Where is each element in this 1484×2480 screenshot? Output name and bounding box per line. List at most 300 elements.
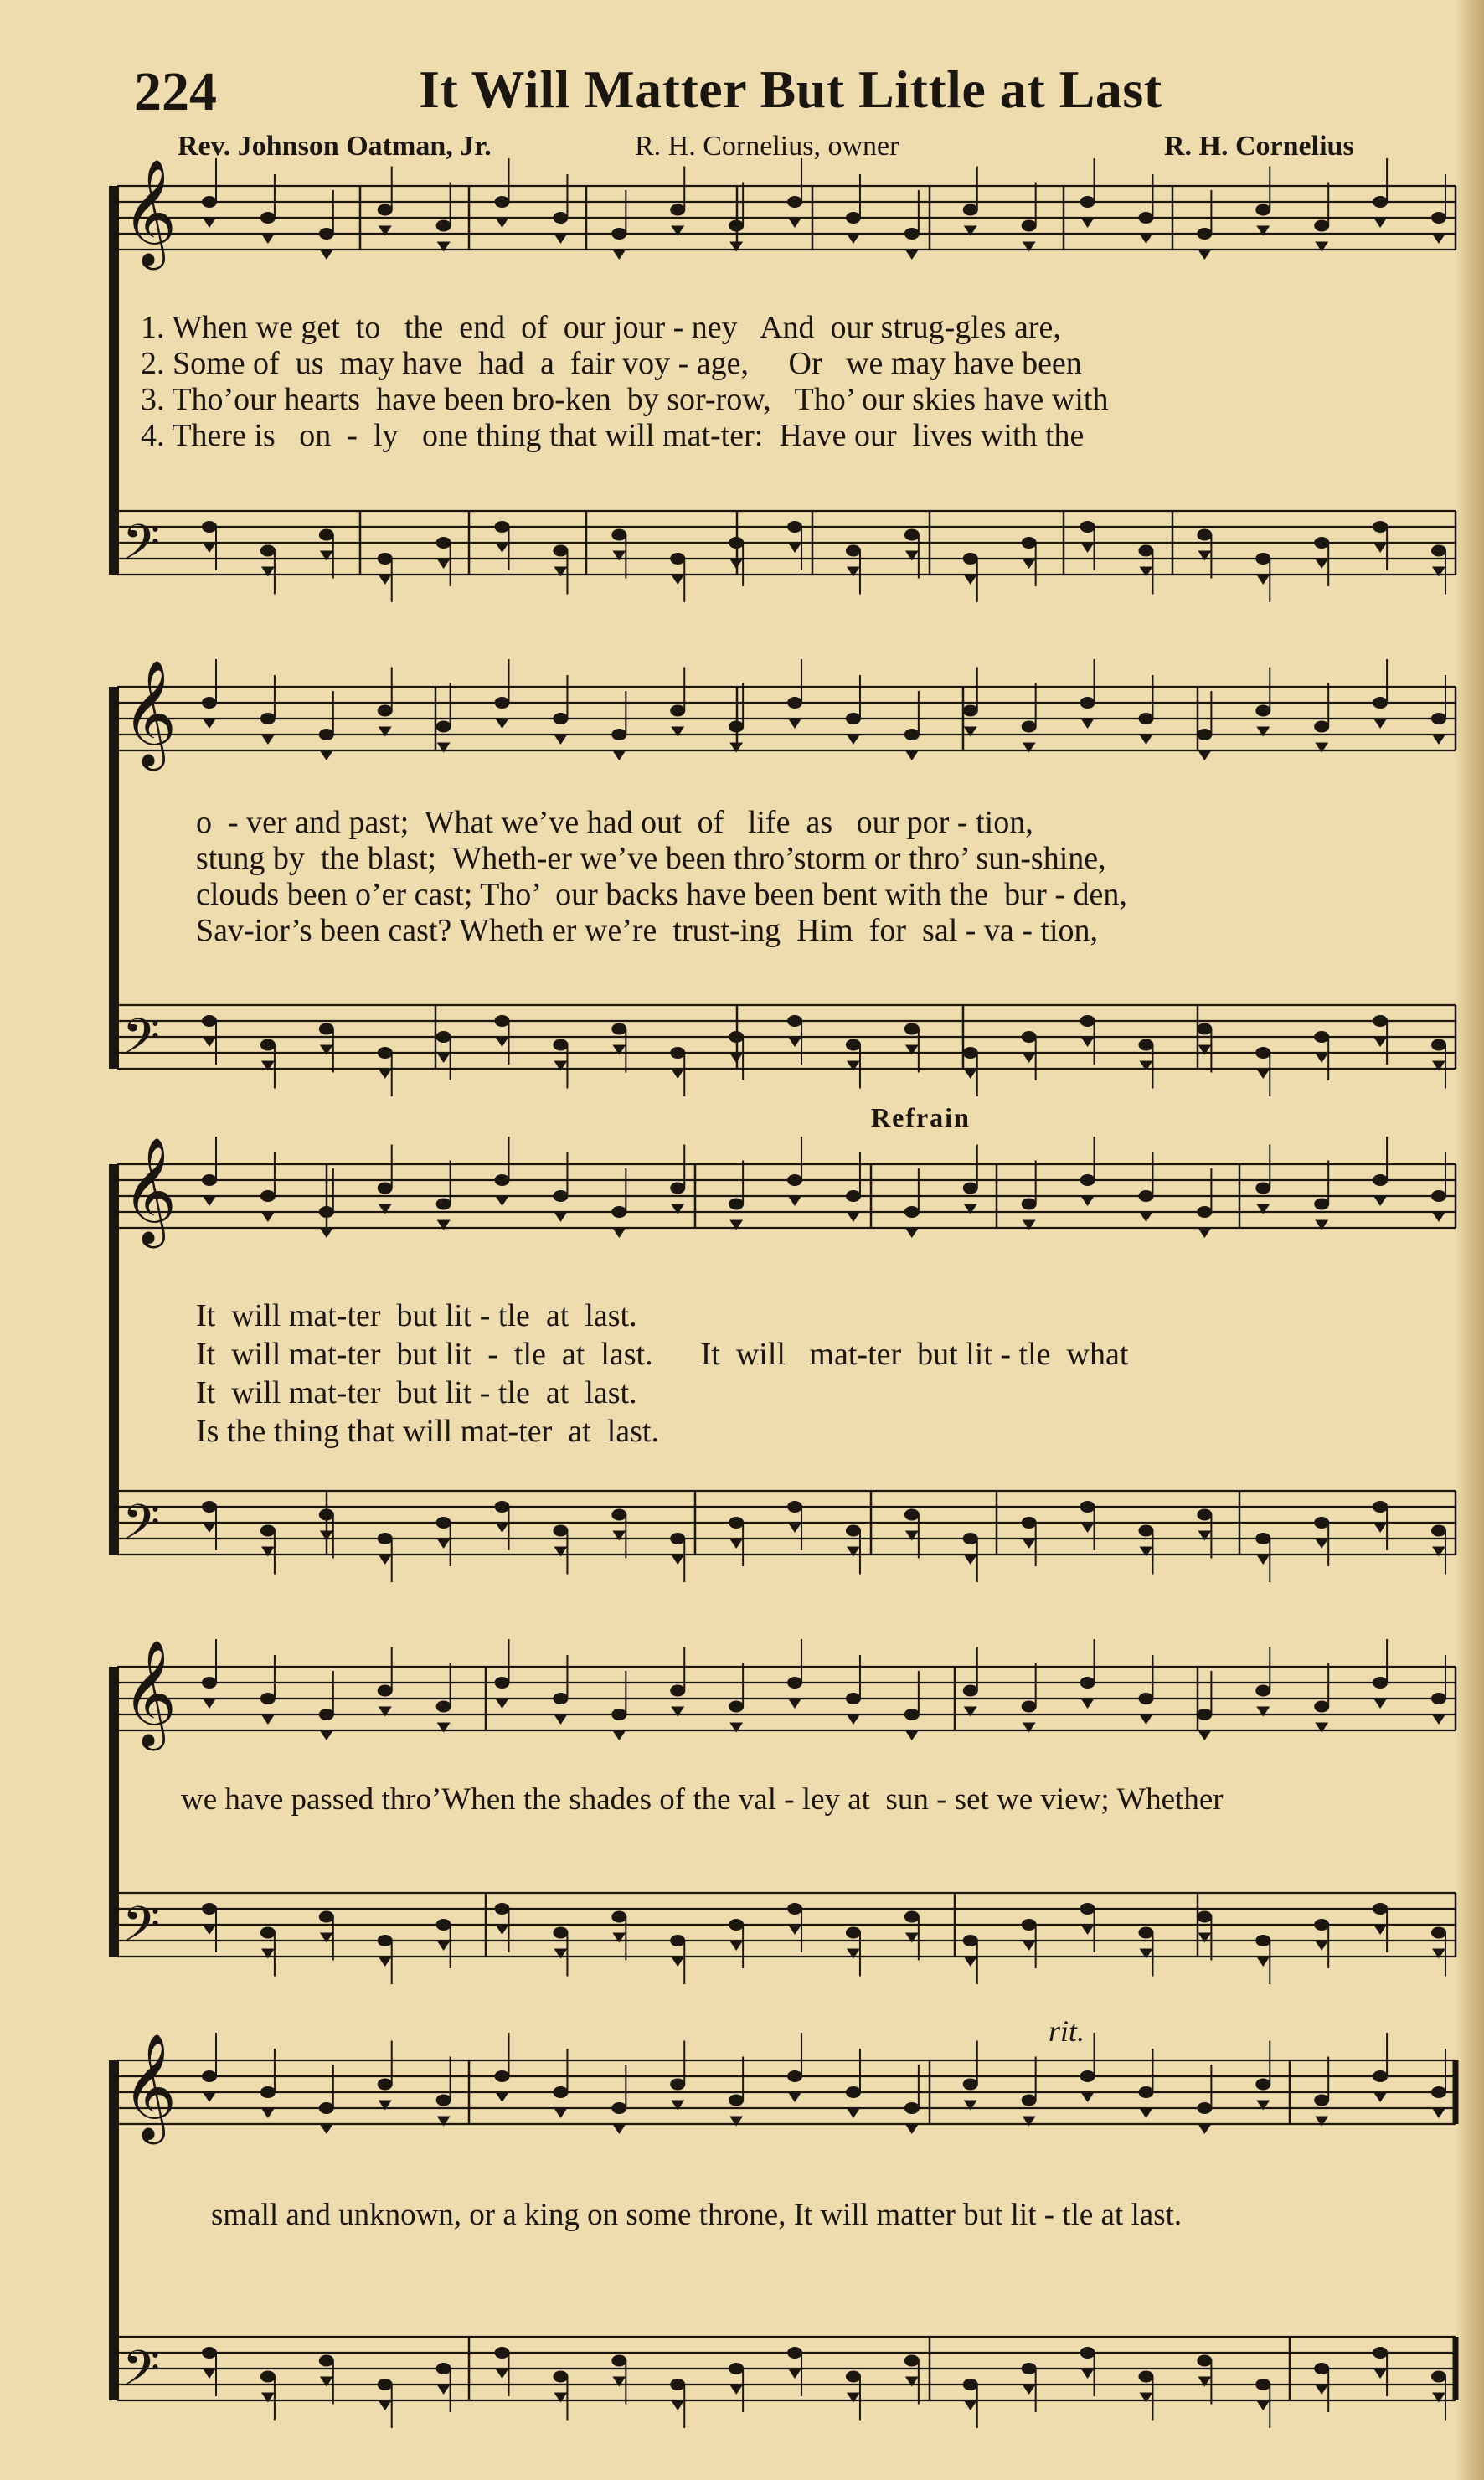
note-head [1314, 2363, 1329, 2374]
note-head [1023, 559, 1036, 569]
note-head [1138, 2371, 1153, 2383]
note-head [729, 1053, 743, 1063]
note-head [1139, 234, 1152, 244]
note-head [611, 1023, 626, 1035]
note-head [670, 204, 685, 216]
note-head [202, 2347, 217, 2359]
note-head [1314, 1919, 1329, 1931]
note-head [1138, 1693, 1153, 1704]
note-head [1373, 697, 1388, 709]
note-head [1431, 713, 1446, 724]
note-head [1138, 212, 1153, 224]
note-head [203, 719, 216, 729]
note-head [787, 521, 802, 533]
note-head [203, 2092, 216, 2102]
note-head [904, 1509, 920, 1521]
note-head [611, 1206, 626, 1218]
treble-clef-icon: 𝄞 [122, 1638, 178, 1746]
note-head [1373, 521, 1388, 533]
note-head [1255, 1935, 1270, 1946]
note-head [1080, 1174, 1095, 1186]
note-head [729, 1199, 744, 1210]
note-head [1022, 537, 1037, 549]
note-head [553, 2371, 568, 2383]
note-head [436, 1031, 451, 1043]
note-head [320, 1228, 333, 1238]
note-head [611, 1509, 626, 1521]
note-head [729, 2095, 744, 2106]
note-head [495, 1903, 510, 1915]
note-head [1373, 1699, 1387, 1709]
copyright-credit: R. H. Cornelius, owner [635, 131, 899, 162]
refrain-line-5: small and unknown, or a king on some throne, It will matter but lit - tle at last. [211, 2198, 1183, 2232]
note-head [847, 234, 860, 244]
note-head [202, 1015, 217, 1027]
note-head [437, 559, 451, 569]
note-head [963, 1685, 978, 1697]
note-head [787, 1015, 802, 1027]
note-head [436, 537, 451, 549]
note-head [1431, 1693, 1446, 1704]
note-head [1081, 1699, 1095, 1709]
note-head [378, 1533, 393, 1544]
note-head [260, 1693, 276, 1704]
note-head [320, 250, 333, 260]
note-head [612, 1730, 626, 1740]
note-head [963, 705, 978, 717]
note-head [846, 2371, 861, 2383]
note-head [729, 2363, 744, 2374]
treble-clef-icon: 𝄞 [122, 658, 178, 766]
note-head [1081, 1523, 1095, 1533]
note-head [1314, 1031, 1329, 1043]
note-head [203, 1925, 216, 1935]
note-head [847, 735, 860, 745]
note-head [1139, 1714, 1152, 1725]
note-head [1139, 735, 1152, 745]
note-head [260, 545, 276, 557]
note-head [202, 2070, 217, 2082]
note-head [671, 1555, 684, 1565]
note-head [1315, 1053, 1328, 1063]
treble-clef-icon: 𝄞 [122, 157, 178, 266]
note-head [788, 2092, 801, 2102]
note-head [788, 1037, 801, 1047]
note-head [846, 713, 861, 724]
note-head [670, 705, 685, 717]
note-head [319, 729, 334, 740]
note-head [670, 1533, 685, 1544]
note-head [1081, 218, 1095, 228]
note-head [495, 1174, 510, 1186]
lyricist-credit: Rev. Johnson Oatman, Jr. [178, 131, 492, 162]
note-head [320, 2124, 333, 2134]
note-head [202, 1174, 217, 1186]
note-head [787, 1174, 802, 1186]
note-head [496, 1523, 509, 1533]
note-head [495, 1015, 510, 1027]
note-head [495, 1677, 510, 1689]
note-head [1431, 1190, 1446, 1202]
note-head [378, 1047, 393, 1059]
note-head [1373, 1015, 1388, 1027]
note-head [1138, 1039, 1153, 1051]
note-head [1373, 1903, 1388, 1915]
note-head [1022, 1517, 1037, 1529]
note-head [788, 1925, 801, 1935]
note-head [1081, 1196, 1095, 1206]
note-head [729, 220, 744, 232]
note-head [496, 543, 509, 553]
note-head [202, 1501, 217, 1513]
note-head [1431, 2086, 1446, 2098]
verse-3-line-2: clouds been o’er cast; Tho’ our backs have been bent with the bur - den, [196, 877, 1127, 912]
note-head [496, 218, 509, 228]
note-head [1081, 1925, 1095, 1935]
note-head [1080, 1677, 1095, 1689]
note-head [1139, 1212, 1152, 1222]
note-head [905, 750, 919, 760]
note-head [729, 1539, 743, 1549]
verse-1-line-2: o - ver and past; What we’ve had out of life as our por - tion, [196, 805, 1033, 840]
verse-2-line-1: 2. Some of us may have had a fair voy - age, Or we may have been [141, 346, 1082, 381]
note-head [846, 545, 861, 557]
refrain-line-3-v3: It will mat-ter but lit - tle at last. [196, 1375, 637, 1410]
note-head [670, 1047, 685, 1059]
bass-clef-icon: 𝄢 [122, 1493, 161, 1563]
hymn-title: It Will Matter But Little at Last [419, 59, 1162, 119]
note-head [670, 553, 685, 565]
note-head [496, 1925, 509, 1935]
note-head [787, 1903, 802, 1915]
note-head [320, 750, 333, 760]
note-head [1373, 218, 1387, 228]
note-head [1023, 1539, 1036, 1549]
note-head [846, 1525, 861, 1537]
note-head [496, 1037, 509, 1047]
note-head [1138, 1190, 1153, 1202]
note-head [553, 1039, 568, 1051]
note-head [553, 2086, 568, 2098]
note-head [436, 1199, 451, 1210]
note-head [554, 1714, 567, 1725]
note-head [729, 721, 744, 733]
note-head [378, 553, 393, 565]
note-head [496, 1699, 509, 1709]
verse-4-line-1: 4. There is on - ly one thing that will mat-ter: Have our lives with the [141, 418, 1085, 453]
note-head [1197, 1206, 1212, 1218]
note-head [1314, 1517, 1329, 1529]
note-head [1197, 228, 1212, 240]
note-head [319, 1023, 334, 1035]
note-head [1431, 1039, 1446, 1051]
note-head [670, 2379, 685, 2390]
note-head [320, 1730, 333, 1740]
note-head [260, 1190, 276, 1202]
note-head [1255, 705, 1270, 717]
note-head [1255, 2079, 1270, 2091]
note-head [1197, 2102, 1212, 2114]
note-head [1314, 220, 1329, 232]
note-head [1373, 543, 1387, 553]
note-head [553, 212, 568, 224]
note-head [319, 529, 334, 541]
note-head [261, 234, 275, 244]
hymn-number: 224 [134, 61, 217, 122]
note-head [1373, 1174, 1388, 1186]
note-head [1314, 1701, 1329, 1713]
bass-clef-icon: 𝄢 [122, 1008, 161, 1077]
note-head [1138, 1927, 1153, 1939]
note-head [1022, 1031, 1037, 1043]
note-head [1081, 543, 1095, 553]
note-head [1022, 1919, 1037, 1931]
note-head [611, 2355, 626, 2367]
note-head [553, 1190, 568, 1202]
note-head [1256, 575, 1270, 585]
note-head [496, 1196, 509, 1206]
note-head [964, 2400, 977, 2410]
note-head [1255, 204, 1270, 216]
note-head [436, 1701, 451, 1713]
note-head [496, 2369, 509, 2379]
note-head [319, 1206, 334, 1218]
note-head [1022, 721, 1037, 733]
system-3-brace [109, 1164, 119, 1555]
note-head [319, 1709, 334, 1720]
note-head [1431, 2371, 1446, 2383]
note-head [260, 1525, 276, 1537]
note-head [1080, 1015, 1095, 1027]
note-head [611, 1911, 626, 1923]
note-head [787, 697, 802, 709]
note-head [612, 1228, 626, 1238]
note-head [261, 2108, 275, 2118]
note-head [378, 2079, 393, 2091]
note-head [1373, 1523, 1387, 1533]
note-head [495, 521, 510, 533]
treble-clef-icon: 𝄞 [122, 2032, 178, 2140]
note-head [379, 1555, 392, 1565]
refrain-line-3-v2: It will mat-ter but lit - tle at last. It will mat-ter but lit - tle what [196, 1337, 1129, 1372]
note-head [788, 1196, 801, 1206]
note-head [788, 2369, 801, 2379]
note-head [495, 196, 510, 208]
note-head [260, 1039, 276, 1051]
note-head [1314, 2095, 1329, 2106]
note-head [1315, 1941, 1328, 1951]
note-head [378, 1935, 393, 1946]
note-head [436, 1517, 451, 1529]
note-head [1080, 2070, 1095, 2082]
note-head [904, 2102, 920, 2114]
note-head [904, 1206, 920, 1218]
note-head [436, 220, 451, 232]
note-head [1255, 2379, 1270, 2390]
note-head [495, 2070, 510, 2082]
note-head [1315, 2385, 1328, 2395]
note-head [1373, 1037, 1387, 1047]
note-head [612, 750, 626, 760]
note-head [1197, 2355, 1212, 2367]
note-head [788, 1699, 801, 1709]
note-head [437, 1053, 451, 1063]
note-head [963, 2079, 978, 2091]
note-head [846, 1190, 861, 1202]
note-head [963, 1533, 978, 1544]
note-head [1022, 2363, 1037, 2374]
note-head [1080, 521, 1095, 533]
treble-clef-icon: 𝄞 [122, 1136, 178, 1244]
note-head [260, 2086, 276, 2098]
note-head [1198, 250, 1211, 260]
note-head [729, 1701, 744, 1713]
note-head [203, 218, 216, 228]
note-head [1431, 1927, 1446, 1939]
note-head [1314, 721, 1329, 733]
note-head [611, 228, 626, 240]
note-head [378, 705, 393, 717]
note-head [319, 1911, 334, 1923]
note-head [203, 1699, 216, 1709]
note-head [202, 697, 217, 709]
note-head [1138, 1525, 1153, 1537]
note-head [963, 1935, 978, 1946]
note-head [1373, 719, 1387, 729]
bass-clef-icon: 𝄢 [122, 513, 161, 583]
note-head [1314, 537, 1329, 549]
note-head [1373, 2092, 1387, 2102]
note-head [904, 1709, 920, 1720]
note-head [1373, 1677, 1388, 1689]
note-head [1022, 220, 1037, 232]
note-head [671, 575, 684, 585]
rit-marking: rit. [1049, 2014, 1085, 2048]
note-head [963, 1183, 978, 1194]
note-head [495, 1501, 510, 1513]
note-head [1138, 713, 1153, 724]
note-head [1373, 1196, 1387, 1206]
note-head [670, 2079, 685, 2091]
note-head [1432, 735, 1445, 745]
note-head [846, 212, 861, 224]
verse-2-line-2: stung by the blast; Wheth-er we’ve been thro’storm or thro’ sun-shine, [196, 841, 1106, 876]
note-head [611, 2102, 626, 2114]
note-head [1023, 2385, 1036, 2395]
note-head [1256, 1069, 1270, 1079]
note-head [1431, 545, 1446, 557]
note-head [1373, 2347, 1388, 2359]
note-head [671, 1957, 684, 1967]
note-head [1081, 1037, 1095, 1047]
note-head [788, 719, 801, 729]
note-head [964, 1957, 977, 1967]
note-head [729, 1941, 743, 1951]
note-head [787, 1677, 802, 1689]
note-head [1197, 529, 1212, 541]
note-head [1432, 234, 1445, 244]
system-5-brace [109, 2060, 119, 2400]
note-head [436, 1919, 451, 1931]
note-head [788, 543, 801, 553]
note-head [1139, 2108, 1152, 2118]
verse-4-line-2: Sav-ior’s been cast? Wheth er we’re trust-ing Him for sal - va - tion, [196, 913, 1099, 948]
note-head [1138, 2086, 1153, 2098]
note-head [1373, 2369, 1387, 2379]
note-head [437, 2385, 451, 2395]
note-head [1080, 196, 1095, 208]
note-head [378, 1183, 393, 1194]
note-head [671, 2400, 684, 2410]
note-head [612, 250, 626, 260]
note-head [1022, 2095, 1037, 2106]
note-head [495, 2347, 510, 2359]
note-head [1197, 1709, 1212, 1720]
bass-clef-icon: 𝄢 [122, 2339, 161, 2409]
note-head [964, 1555, 977, 1565]
note-head [1255, 1533, 1270, 1544]
note-head [846, 1693, 861, 1704]
note-head [847, 1212, 860, 1222]
note-head [379, 1069, 392, 1079]
note-head [436, 721, 451, 733]
note-head [1431, 1525, 1446, 1537]
note-head [437, 1539, 451, 1549]
note-head [964, 1069, 977, 1079]
note-head [670, 1935, 685, 1946]
note-head [203, 1523, 216, 1533]
note-head [787, 196, 802, 208]
system-4-brace [109, 1667, 119, 1957]
system-1-brace [109, 186, 119, 575]
note-head [202, 196, 217, 208]
note-head [787, 1501, 802, 1513]
note-head [319, 228, 334, 240]
note-head [202, 1677, 217, 1689]
note-head [1081, 719, 1095, 729]
note-head [729, 537, 744, 549]
note-head [905, 1730, 919, 1740]
note-head [1022, 1199, 1037, 1210]
note-head [904, 1023, 920, 1035]
note-head [1314, 1199, 1329, 1210]
note-head [904, 729, 920, 740]
note-head [554, 234, 567, 244]
note-head [260, 212, 276, 224]
note-head [729, 1919, 744, 1931]
composer-credit: R. H. Cornelius [1164, 131, 1354, 162]
note-head [436, 2095, 451, 2106]
note-head [496, 2092, 509, 2102]
note-head [1080, 2347, 1095, 2359]
note-head [202, 1903, 217, 1915]
note-head [846, 2086, 861, 2098]
note-head [847, 1714, 860, 1725]
note-head [261, 1212, 275, 1222]
note-head [905, 250, 919, 260]
note-head [670, 1685, 685, 1697]
note-head [904, 228, 920, 240]
note-head [788, 218, 801, 228]
note-head [553, 1525, 568, 1537]
note-head [1022, 1701, 1037, 1713]
refrain-marking: Refrain [871, 1102, 971, 1132]
note-head [1255, 1685, 1270, 1697]
note-head [1198, 750, 1211, 760]
note-head [1431, 212, 1446, 224]
note-head [787, 2070, 802, 2082]
note-head [1197, 1911, 1212, 1923]
